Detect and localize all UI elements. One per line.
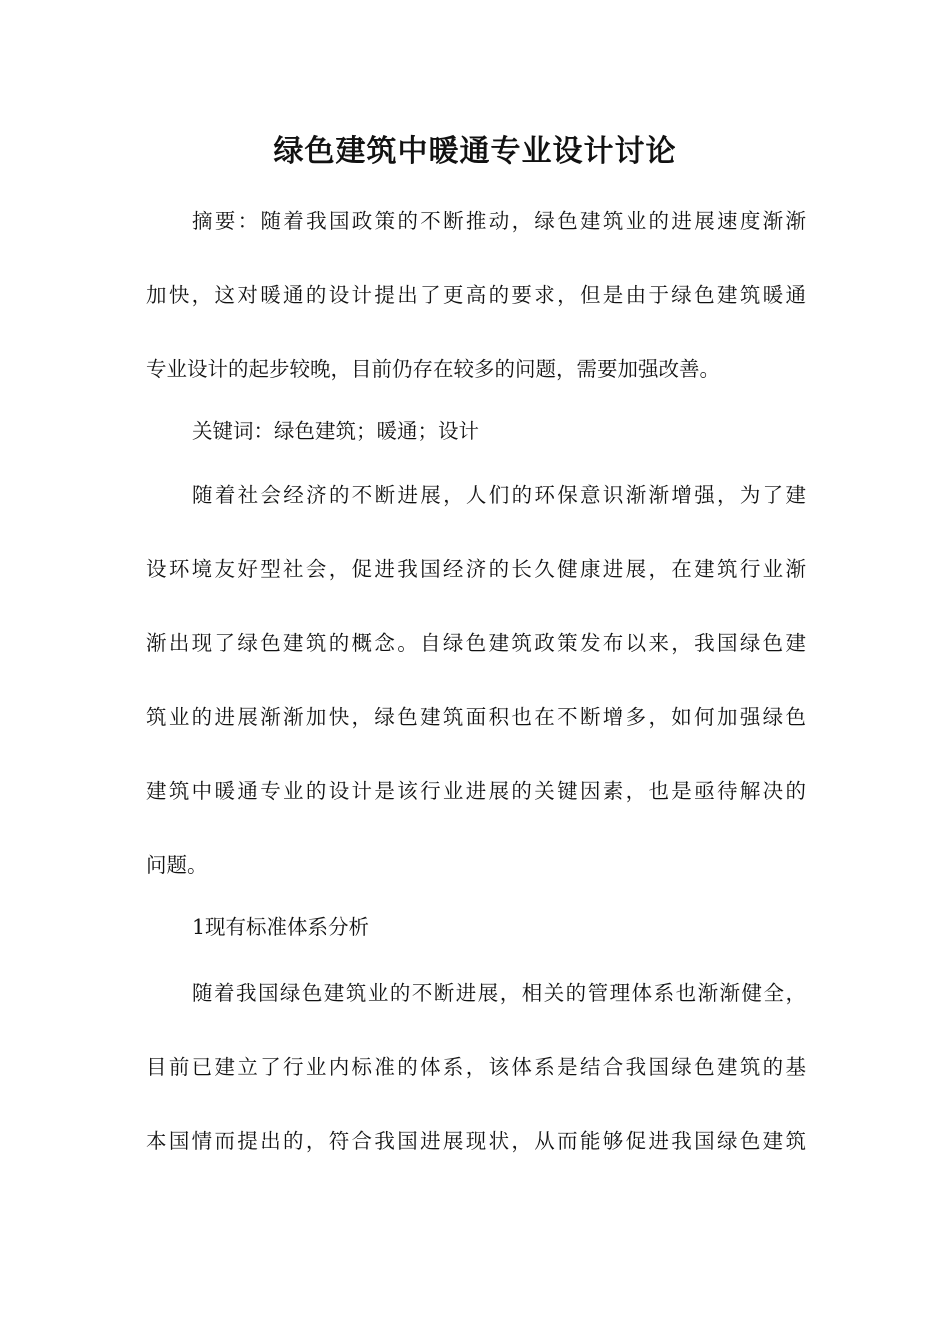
keywords-line: 关键词：绿色建筑；暖通；设计 — [192, 419, 479, 443]
section-1-heading: 1现有标准体系分析 — [192, 915, 370, 939]
intro-line-5: 建筑中暖通专业的设计是该行业进展的关键因素，也是亟待解决的 — [146, 779, 806, 803]
abstract-line-1: 摘要：随着我国政策的不断推动，绿色建筑业的进展速度渐渐 — [192, 209, 806, 233]
section-1-line-3: 本国情而提出的，符合我国进展现状，从而能够促进我国绿色建筑 — [146, 1129, 806, 1153]
intro-line-1: 随着社会经济的不断进展，人们的环保意识渐渐增强，为了建 — [192, 483, 806, 507]
section-1-line-2: 目前已建立了行业内标准的体系，该体系是结合我国绿色建筑的基 — [146, 1055, 806, 1079]
section-1-line-1: 随着我国绿色建筑业的不断进展，相关的管理体系也渐渐健全， — [192, 981, 806, 1005]
intro-line-2: 设环境友好型社会，促进我国经济的长久健康进展，在建筑行业渐 — [146, 557, 806, 581]
intro-line-6: 问题。 — [146, 853, 208, 877]
intro-line-4: 筑业的进展渐渐加快，绿色建筑面积也在不断增多，如何加强绿色 — [146, 705, 806, 729]
abstract-line-3: 专业设计的起步较晚，目前仍存在较多的问题，需要加强改善。 — [146, 357, 720, 381]
document-title: 绿色建筑中暖通专业设计讨论 — [273, 134, 677, 169]
abstract-line-2: 加快，这对暖通的设计提出了更高的要求，但是由于绿色建筑暖通 — [146, 283, 806, 307]
intro-line-3: 渐出现了绿色建筑的概念。自绿色建筑政策发布以来，我国绿色建 — [146, 631, 806, 655]
